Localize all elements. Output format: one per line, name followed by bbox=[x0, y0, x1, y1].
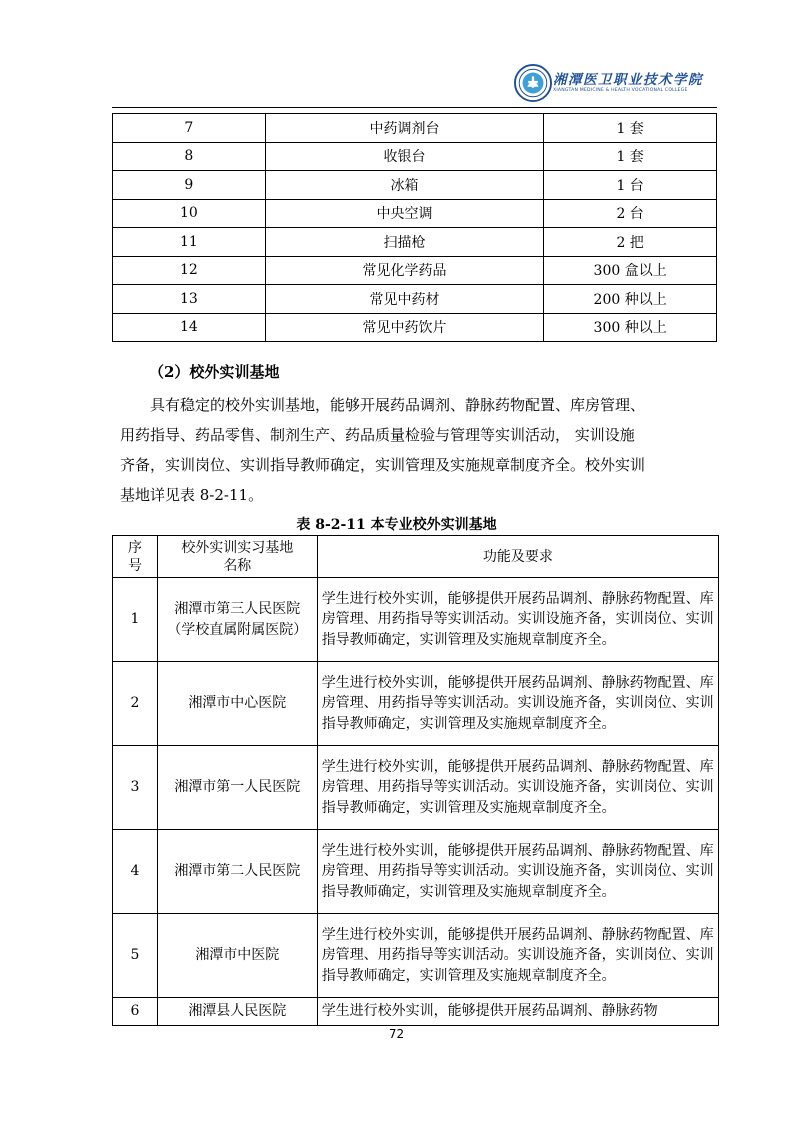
school-emblem-icon bbox=[514, 64, 552, 102]
school-name: 湘潭医卫职业技术学院 bbox=[553, 72, 703, 88]
cell-qty: 1 台 bbox=[544, 171, 717, 200]
cell-name: 中药调剂台 bbox=[265, 114, 544, 143]
page-header bbox=[0, 0, 793, 112]
cell-desc: 学生进行校外实训，能够提供开展药品调剂、静脉药物 bbox=[317, 998, 718, 1026]
table-row bbox=[113, 662, 719, 746]
table-row bbox=[113, 746, 719, 830]
cell-name: 湘潭市第三人民医院（学校直属附属医院） bbox=[157, 578, 317, 662]
cell-qty: 2 台 bbox=[544, 199, 717, 228]
paragraph-line: 齐备，实训岗位、实训指导教师确定，实训管理及实施规章制度齐全。校外实训 bbox=[120, 456, 646, 474]
cell-desc: 学生进行校外实训，能够提供开展药品调剂、静脉药物配置、库房管理、用药指导等实训活动。实训设施齐备，实训岗位、实训指导教师确定，实训管理及实施规章制度齐全。 bbox=[317, 830, 718, 914]
table-row bbox=[113, 998, 719, 1026]
table-row bbox=[113, 914, 719, 998]
cell-name: 湘潭市中心医院 bbox=[157, 662, 317, 746]
page-number: 72 bbox=[388, 1027, 405, 1041]
cell-name: 湘潭市第二人民医院 bbox=[157, 830, 317, 914]
section-paragraph bbox=[120, 390, 680, 510]
table-caption: 表 8-2-11 本专业校外实训基地 bbox=[296, 517, 497, 533]
cell-no: 9 bbox=[113, 171, 266, 200]
cell-name: 湘潭县人民医院 bbox=[157, 998, 317, 1026]
cell-no: 10 bbox=[113, 199, 266, 228]
table-row bbox=[113, 830, 719, 914]
header-no: 序 号 bbox=[113, 536, 158, 578]
equipment-table bbox=[112, 113, 717, 342]
table-header-row bbox=[113, 536, 719, 578]
table-row bbox=[113, 313, 717, 342]
cell-no: 4 bbox=[113, 830, 158, 914]
table-row bbox=[113, 228, 717, 257]
section-heading: （2）校外实训基地 bbox=[149, 363, 280, 381]
table-row bbox=[113, 285, 717, 314]
cell-qty: 1 套 bbox=[544, 142, 717, 171]
cell-desc: 学生进行校外实训，能够提供开展药品调剂、静脉药物配置、库房管理、用药指导等实训活动。实训设施齐备，实训岗位、实训指导教师确定，实训管理及实施规章制度齐全。 bbox=[317, 662, 718, 746]
cell-no: 12 bbox=[113, 256, 266, 285]
school-name-english: XIANGTAN MEDICINE & HEALTH VOCATIONAL COLLEGE bbox=[553, 88, 688, 93]
paragraph-line: 用药指导、药品零售、制剂生产、药品质量检验与管理等实训活动， 实训设施 bbox=[120, 426, 635, 444]
cell-name: 冰箱 bbox=[265, 171, 544, 200]
cell-qty: 2 把 bbox=[544, 228, 717, 257]
cell-desc: 学生进行校外实训，能够提供开展药品调剂、静脉药物配置、库房管理、用药指导等实训活动。实训设施齐备，实训岗位、实训指导教师确定，实训管理及实施规章制度齐全。 bbox=[317, 578, 718, 662]
cell-qty: 1 套 bbox=[544, 114, 717, 143]
cell-no: 3 bbox=[113, 746, 158, 830]
cell-no: 5 bbox=[113, 914, 158, 998]
header-name: 校外实训实习基地 名称 bbox=[157, 536, 317, 578]
cell-no: 11 bbox=[113, 228, 266, 257]
cell-name: 常见中药材 bbox=[265, 285, 544, 314]
header-divider bbox=[112, 107, 717, 108]
cell-name: 常见中药饮片 bbox=[265, 313, 544, 342]
table-row bbox=[113, 199, 717, 228]
table-row bbox=[113, 114, 717, 143]
cell-name: 收银台 bbox=[265, 142, 544, 171]
cell-no: 14 bbox=[113, 313, 266, 342]
cell-no: 8 bbox=[113, 142, 266, 171]
cell-no: 1 bbox=[113, 578, 158, 662]
cell-name: 扫描枪 bbox=[265, 228, 544, 257]
table-row bbox=[113, 171, 717, 200]
paragraph-line: 具有稳定的校外实训基地，能够开展药品调剂、静脉药物配置、库房管理、 bbox=[150, 396, 646, 414]
cell-no: 13 bbox=[113, 285, 266, 314]
header-desc: 功能及要求 bbox=[317, 536, 718, 578]
cell-name: 湘潭市第一人民医院 bbox=[157, 746, 317, 830]
cell-name: 湘潭市中医院 bbox=[157, 914, 317, 998]
cell-name: 中央空调 bbox=[265, 199, 544, 228]
cell-no: 2 bbox=[113, 662, 158, 746]
cell-qty: 300 种以上 bbox=[544, 313, 717, 342]
cell-no: 7 bbox=[113, 114, 266, 143]
table-row bbox=[113, 578, 719, 662]
cell-qty: 200 种以上 bbox=[544, 285, 717, 314]
table-row bbox=[113, 256, 717, 285]
paragraph-line: 基地详见表 8-2-11。 bbox=[120, 486, 264, 504]
cell-qty: 300 盒以上 bbox=[544, 256, 717, 285]
table-row bbox=[113, 142, 717, 171]
cell-no: 6 bbox=[113, 998, 158, 1026]
training-base-table bbox=[112, 535, 719, 1026]
cell-name: 常见化学药品 bbox=[265, 256, 544, 285]
cell-desc: 学生进行校外实训，能够提供开展药品调剂、静脉药物配置、库房管理、用药指导等实训活动。实训设施齐备，实训岗位、实训指导教师确定，实训管理及实施规章制度齐全。 bbox=[317, 914, 718, 998]
cell-desc: 学生进行校外实训，能够提供开展药品调剂、静脉药物配置、库房管理、用药指导等实训活动。实训设施齐备，实训岗位、实训指导教师确定，实训管理及实施规章制度齐全。 bbox=[317, 746, 718, 830]
